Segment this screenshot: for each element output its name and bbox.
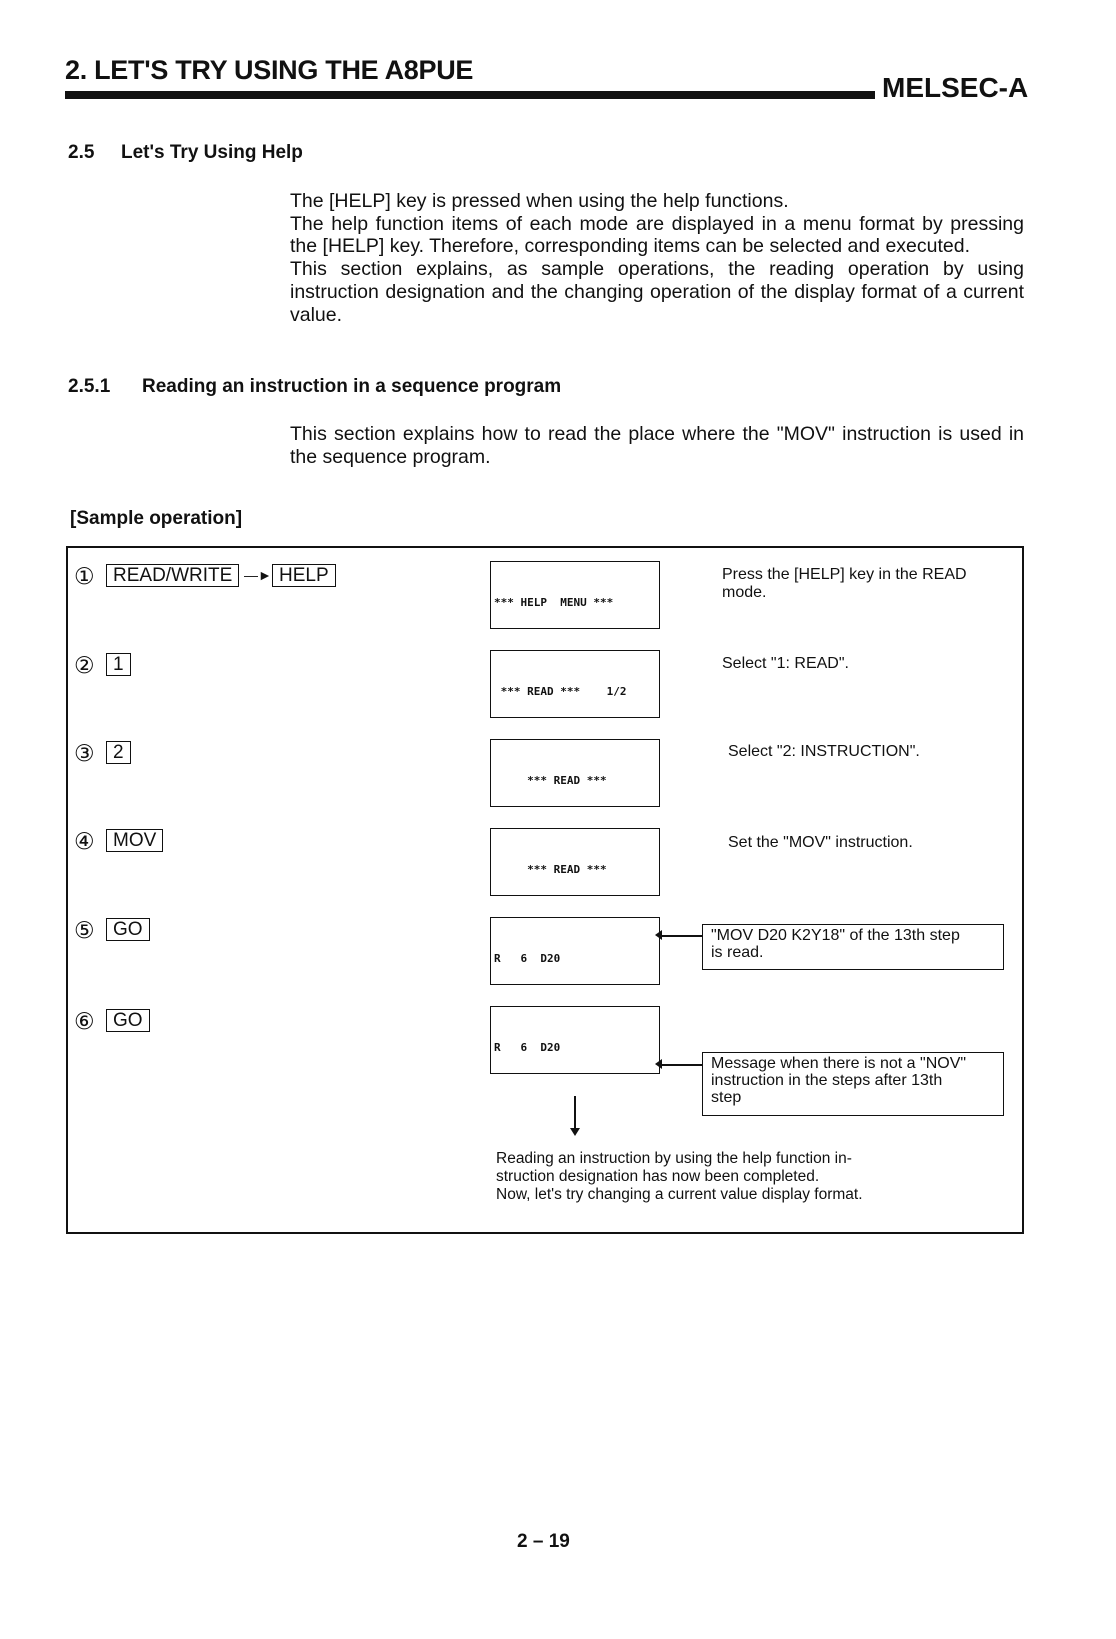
header-rule [65,91,875,99]
step-1-number: ① [74,564,95,590]
lcd-screen-5 [490,917,660,985]
lcd-1-line-1: *** HELP MENU *** [494,596,614,609]
lcd-screen-3 [490,739,660,807]
step-4-description: Set the "MOV" instruction. [728,834,913,851]
chapter-title: 2. LET'S TRY USING THE A8PUE [65,55,474,85]
lcd-4-line-1: *** READ *** [494,863,607,876]
lcd-5-line-1: R 6 D20 [494,952,561,965]
step-6-note-box [702,1052,1004,1116]
intro-paragraph-1: The [HELP] key is pressed when using the help functions. [290,190,789,212]
key-sequence-arrow: —► [244,567,272,583]
callout-connector-line [660,1064,702,1066]
step-3-description: Select "2: INSTRUCTION". [728,743,920,760]
step-6-note-line-1: Message when there is not a "NOV" [711,1055,967,1072]
brand-label: MELSEC-A [882,72,1029,103]
conclusion-line-3: Now, let's try changing a current value display format. [496,1186,863,1203]
key-2: 2 [106,741,131,764]
lcd-screen-2 [490,650,660,718]
step-1-description-line-1: Press the [HELP] key in the READ [722,566,967,583]
subsection-number: 2.5.1 [68,376,111,397]
callout-arrowhead [655,930,662,940]
key-go: GO [106,918,150,941]
key-help: HELP [272,564,336,587]
step-5-note-line-2: is read. [711,944,764,961]
lcd-screen-6 [490,1006,660,1074]
sample-operation-label: [Sample operation] [70,508,243,529]
section-intro [290,190,1024,326]
key-go: GO [106,1009,150,1032]
step-4-number: ④ [74,829,95,855]
step-2-number: ② [74,653,95,679]
key-read-write: READ/WRITE [106,564,239,587]
lcd-3-line-1: *** READ *** [494,774,607,787]
lcd-screen-4 [490,828,660,896]
callout-arrowhead [655,1059,662,1069]
conclusion-line-1: Reading an instruction by using the help function in- [496,1150,852,1167]
lcd-2-line-1: *** READ *** 1/2 [494,685,627,698]
intro-paragraph-3: This section explains, as sample operations, the reading operation by using instruction designation and the changing operation of the display format of a current value. [290,258,1024,326]
lcd-screen-1 [490,561,660,629]
subsection-paragraph: This section explains how to read the place where the "MOV" instruction is used in the sequence program. [290,423,1024,468]
step-6-number: ⑥ [74,1009,95,1035]
subsection-title: Reading an instruction in a sequence program [142,376,562,397]
step-2-description: Select "1: READ". [722,655,849,672]
step-5-number: ⑤ [74,918,95,944]
key-mov: MOV [106,829,163,852]
step-6-note-line-3: step [711,1089,742,1106]
step-1-description-line-2: mode. [722,584,767,601]
step-5-note-line-1: "MOV D20 K2Y18" of the 13th step [711,927,960,944]
conclusion-line-2: struction designation has now been completed. [496,1168,820,1185]
intro-paragraph-2: The help function items of each mode are displayed in a menu format by pressing the [HELP] key. Therefore, corresponding items can be selected and executed. [290,212,1024,258]
key-1: 1 [106,653,131,676]
step-6-note-line-2: instruction in the steps after 13th [711,1072,943,1089]
callout-connector-line [660,935,702,937]
lcd-6-line-1: R 6 D20 [494,1041,561,1054]
flow-down-line [574,1096,576,1130]
conclusion-text [496,1150,863,1204]
section-number: 2.5 [68,142,95,163]
down-arrow-icon [570,1128,580,1136]
step-5-note-box [702,924,1004,970]
step-3-number: ③ [74,741,95,767]
page-number: 2 – 19 [517,1531,570,1552]
section-title: Let's Try Using Help [121,142,303,163]
